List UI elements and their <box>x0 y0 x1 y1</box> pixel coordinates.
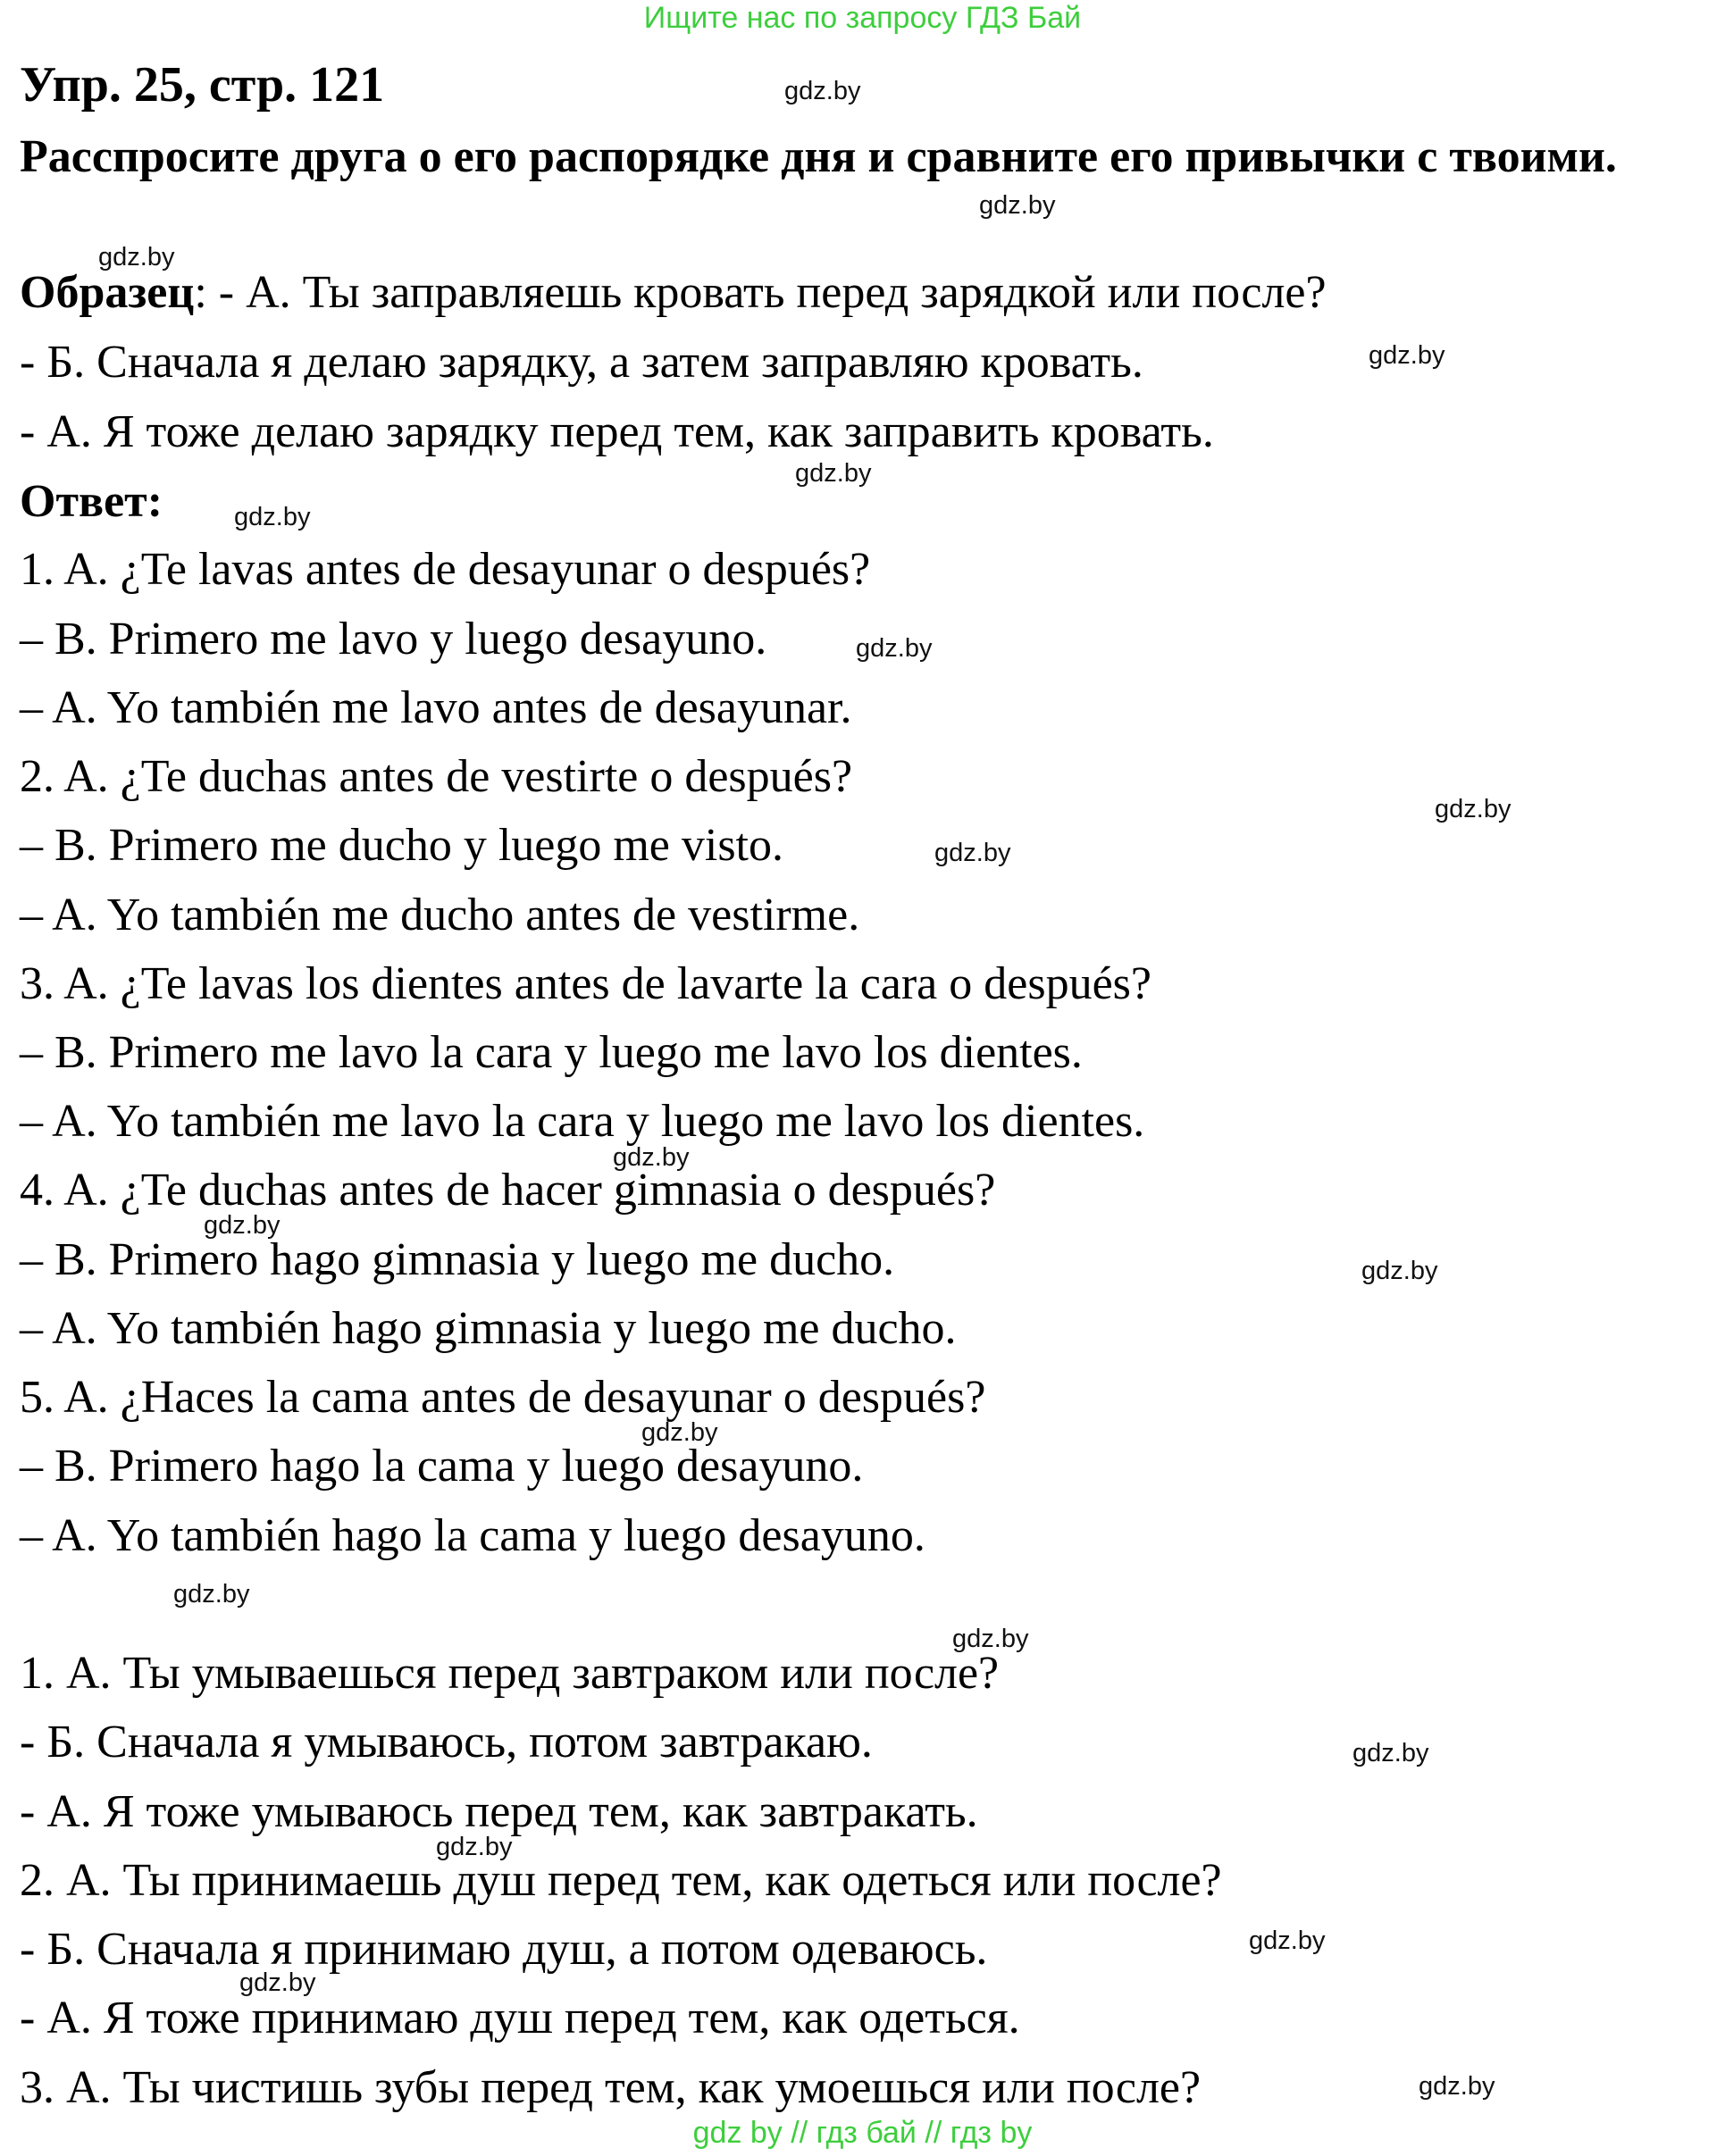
watermark: gdz.by <box>613 1143 690 1172</box>
spanish-line: 5. A. ¿Haces la cama antes de desayunar o después? <box>20 1372 986 1423</box>
spanish-line: – B. Primero me lavo y luego desayuno. <box>20 614 767 664</box>
spanish-line: – B. Primero hago gimnasia y luego me ducho. <box>20 1234 895 1285</box>
spanish-line: – A. Yo también me lavo la cara y luego me lavo los dientes. <box>20 1096 1145 1147</box>
watermark: gdz.by <box>436 1833 513 1861</box>
spanish-line: – B. Primero me ducho y luego me visto. <box>20 820 784 871</box>
watermark: gdz.by <box>934 839 1011 867</box>
spanish-line: 1. A. ¿Te lavas antes de desayunar o después? <box>20 544 871 595</box>
watermark: gdz.by <box>239 1968 316 1997</box>
watermark: gdz.by <box>204 1211 281 1240</box>
watermark: gdz.by <box>856 634 933 663</box>
spanish-line: 3. A. ¿Te lavas los dientes antes de lavarte la cara o después? <box>20 958 1151 1009</box>
watermark: gdz.by <box>1435 795 1511 823</box>
sample-line-1-text: : - А. Ты заправляешь кровать перед зарядкой или после? <box>194 267 1327 318</box>
watermark: gdz.by <box>784 77 861 105</box>
watermark: gdz.by <box>1361 1257 1438 1285</box>
spanish-line: – A. Yo también me lavo antes de desayunar. <box>20 682 852 733</box>
exercise-title: Упр. 25, стр. 121 <box>20 57 385 113</box>
watermark: gdz.by <box>98 243 175 272</box>
watermark: gdz.by <box>1352 1739 1429 1767</box>
russian-line: - Б. Сначала я принимаю душ, а потом одеваюсь. <box>20 1924 988 1975</box>
watermark: gdz.by <box>173 1580 250 1609</box>
russian-line: - Б. Сначала я умываюсь, потом завтракаю. <box>20 1717 873 1767</box>
watermark: gdz.by <box>1249 1926 1326 1955</box>
top-banner[interactable]: Ищите нас по запросу ГДЗ Бай <box>643 1 1082 35</box>
russian-line: - А. Я тоже принимаю душ перед тем, как одеться. <box>20 1993 1020 2043</box>
bottom-banner[interactable]: gdz by // гдз бай // гдз by <box>692 2116 1033 2150</box>
watermark: gdz.by <box>952 1625 1029 1653</box>
spanish-line: – A. Yo también hago gimnasia y luego me ducho. <box>20 1303 957 1354</box>
watermark: gdz.by <box>1369 341 1445 370</box>
spanish-line: – A. Yo también hago la cama y luego desayuno. <box>20 1510 925 1561</box>
russian-line: 1. А. Ты умываешься перед завтраком или после? <box>20 1648 1000 1699</box>
watermark: gdz.by <box>234 503 311 531</box>
spanish-line: – B. Primero me lavo la cara y luego me lavo los dientes. <box>20 1027 1083 1078</box>
watermark: gdz.by <box>641 1418 718 1447</box>
spanish-line: 2. A. ¿Te duchas antes de vestirte o después? <box>20 751 853 802</box>
russian-line: - А. Я тоже умываюсь перед тем, как завтракать. <box>20 1786 978 1837</box>
spanish-line: – A. Yo también me ducho antes de vestirme. <box>20 890 860 940</box>
russian-line: 2. А. Ты принимаешь душ перед тем, как одеться или после? <box>20 1855 1222 1906</box>
sample-line-1 <box>20 264 1327 322</box>
watermark: gdz.by <box>795 459 872 488</box>
task-text: Расспросите друга о его распорядке дня и сравните его привычки с твоими. <box>20 131 1617 182</box>
watermark: gdz.by <box>1419 2072 1495 2101</box>
sample-line-2: - Б. Сначала я делаю зарядку, а затем заправляю кровать. <box>20 337 1143 388</box>
spanish-line: – B. Primero hago la cama y luego desayuno. <box>20 1441 864 1492</box>
sample-label: Образец <box>20 267 195 318</box>
answer-label: Ответ: <box>20 476 163 527</box>
watermark: gdz.by <box>979 191 1056 220</box>
russian-line: 3. А. Ты чистишь зубы перед тем, как умоешься или после? <box>20 2062 1202 2113</box>
sample-line-3: - А. Я тоже делаю зарядку перед тем, как заправить кровать. <box>20 406 1214 457</box>
spanish-line: 4. A. ¿Te duchas antes de hacer gimnasia o después? <box>20 1165 996 1216</box>
